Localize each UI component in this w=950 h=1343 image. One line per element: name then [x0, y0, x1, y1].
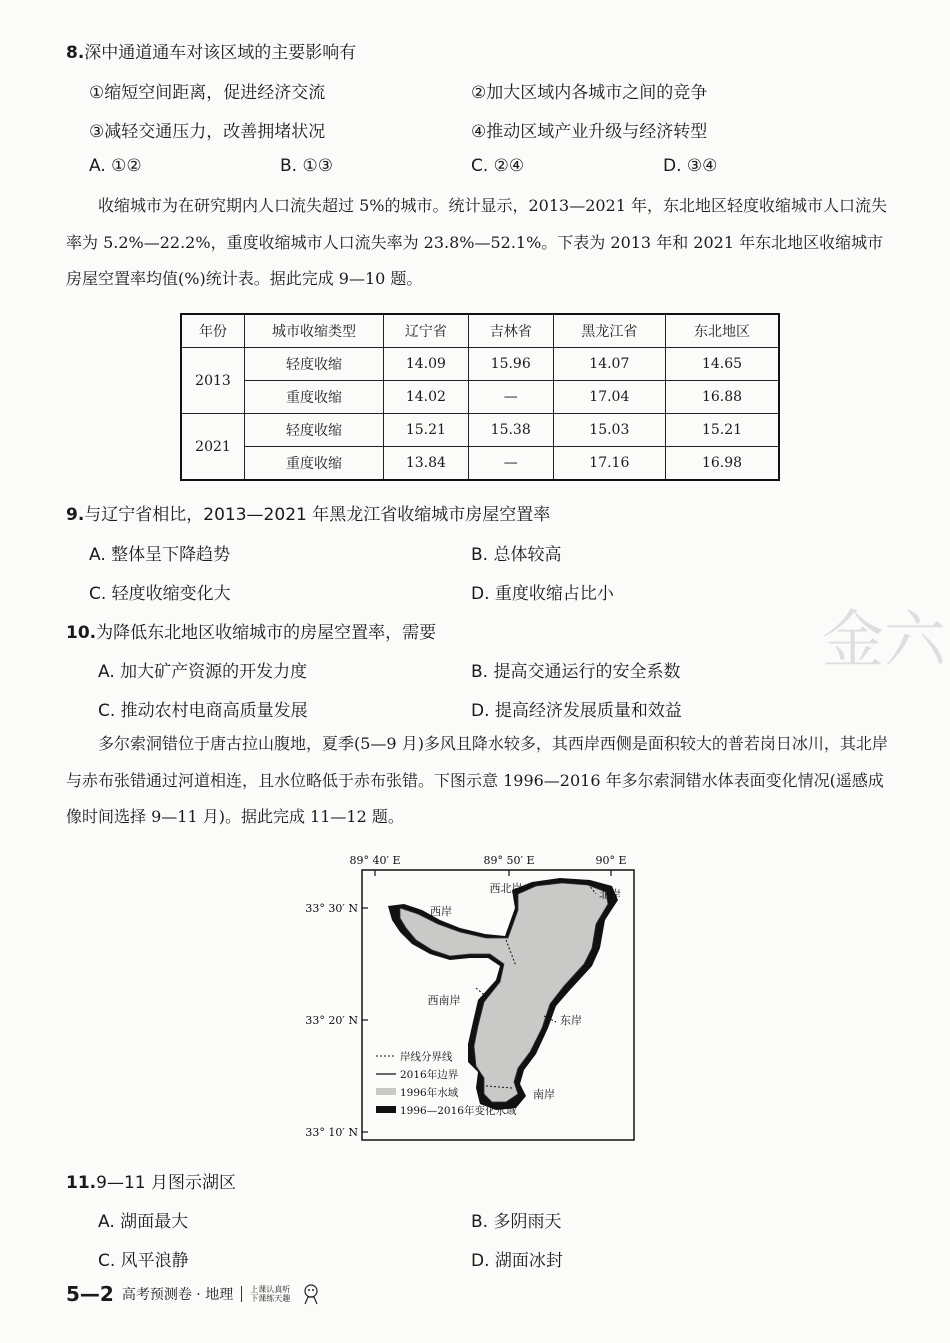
q11-stem-text: 9—11 月图示湖区 [96, 1173, 236, 1193]
shore-label-east: 东岸 [560, 1014, 582, 1027]
q10-stem [66, 618, 436, 643]
q11-choice-c[interactable]: C. 风平浪静 [98, 1251, 189, 1271]
table-cell: 16.98 [666, 447, 779, 481]
q8-stem [66, 38, 356, 63]
legend-item: 1996—2016年变化水域 [400, 1105, 517, 1117]
table-row [181, 447, 779, 481]
q9-choice-a[interactable]: A. 整体呈下降趋势 [89, 545, 231, 565]
q11-stem [66, 1168, 236, 1193]
q9-choice-b[interactable]: B. 总体较高 [471, 545, 562, 565]
table-type-cell: 轻度收缩 [245, 414, 384, 447]
watermark-stamp: 金六 [822, 603, 947, 676]
table-cell: 14.65 [666, 348, 779, 381]
table-cell: 17.16 [553, 447, 665, 481]
lake-map [300, 848, 640, 1143]
table-cell: 17.04 [553, 381, 665, 414]
q11-choice-b[interactable]: B. 多阴雨天 [471, 1212, 562, 1232]
table-cell: 16.88 [666, 381, 779, 414]
q8-choice-c[interactable]: C. ②④ [471, 156, 525, 176]
footer-slogan-line: 下课练天趣 [250, 1294, 291, 1303]
table-cell: 15.03 [553, 414, 665, 447]
table-header-cell: 城市收缩类型 [245, 314, 384, 348]
q9-choice-c[interactable]: C. 轻度收缩变化大 [89, 584, 231, 604]
legend-symbol-changed-water [376, 1106, 396, 1113]
table-year-cell: 2021 [181, 414, 245, 481]
table-cell: 15.96 [468, 348, 553, 381]
table-row [181, 381, 779, 414]
table-cell: 14.02 [384, 381, 469, 414]
q11-number: 11. [66, 1173, 97, 1193]
table-cell: 14.07 [553, 348, 665, 381]
q8-number: 8. [66, 43, 85, 63]
shore-label-south: 南岸 [533, 1088, 555, 1101]
q8-choice-d[interactable]: D. ③④ [663, 156, 718, 176]
table-header-row [181, 314, 779, 348]
lon-label: 90° E [595, 854, 627, 867]
page-footer [66, 1282, 324, 1306]
passage-lake: 多尔索洞错位于唐古拉山腹地，夏季(5—9 月)多风且降水较多，其西岸西侧是面积较大的普若岗日冰川，其北岸与赤布张错通过河道相连，且水位略低于赤布张错。下图示意 1996—2016 年多尔索洞错水体表面变化情况(遥感成像时间选择 9—11 月)。据此完成 11—12 题。 [66, 734, 888, 826]
table-cell: 15.21 [384, 414, 469, 447]
legend-item: 1996年水域 [400, 1087, 459, 1099]
q8-stem-text: 深中通道通车对该区域的主要影响有 [84, 43, 357, 63]
table-header-cell: 黑龙江省 [553, 314, 665, 348]
q8-item-1: ①缩短空间距离，促进经济交流 [89, 83, 326, 103]
q9-stem-text: 与辽宁省相比，2013—2021 年黑龙江省收缩城市房屋空置率 [84, 505, 551, 525]
table-type-cell: 重度收缩 [245, 447, 384, 481]
q11-choice-a[interactable]: A. 湖面最大 [98, 1212, 189, 1232]
table-cell: 14.09 [384, 348, 469, 381]
passage-shrinking-cities: 收缩城市为在研究期内人口流失超过 5%的城市。统计显示，2013—2021 年，东北地区轻度收缩城市人口流失率为 5.2%—22.2%，重度收缩城市人口流失率为 23.8%—52.1%。下表为 2013 年和 2021 年东北地区收缩城市房屋空置率均值(%)统计表。据此完成 9—10 题。 [66, 196, 887, 288]
table-header-cell: 吉林省 [468, 314, 553, 348]
table-row [181, 348, 779, 381]
table-header-cell: 辽宁省 [384, 314, 469, 348]
table-year-cell: 2013 [181, 348, 245, 414]
table-cell: 15.38 [468, 414, 553, 447]
table-header-cell: 东北地区 [666, 314, 779, 348]
q8-item-3: ③减轻交通压力，改善拥堵状况 [89, 122, 326, 142]
lon-label: 89° 50′ E [483, 854, 535, 867]
q10-choice-d[interactable]: D. 提高经济发展质量和效益 [471, 701, 682, 721]
q10-number: 10. [66, 623, 97, 643]
q8-item-2: ②加大区域内各城市之间的竞争 [471, 83, 708, 103]
table-cell: — [468, 381, 553, 414]
legend-item: 2016年边界 [400, 1069, 459, 1081]
table-cell: — [468, 447, 553, 481]
page-number: 5—2 [66, 1282, 114, 1306]
q10-choice-a[interactable]: A. 加大矿产资源的开发力度 [98, 662, 308, 682]
footer-slogan-line: 上课认真听 [250, 1285, 291, 1294]
footer-divider [241, 1286, 242, 1302]
q11-choice-d[interactable]: D. 湖面冰封 [471, 1251, 563, 1271]
mascot-icon [298, 1282, 324, 1306]
shore-label-north: 北岸 [599, 888, 621, 901]
q9-choice-d[interactable]: D. 重度收缩占比小 [471, 584, 614, 604]
table-cell: 15.21 [666, 414, 779, 447]
table-row [181, 414, 779, 447]
lat-label: 33° 30′ N [305, 902, 358, 915]
lon-label: 89° 40′ E [349, 854, 401, 867]
q10-choice-b[interactable]: B. 提高交通运行的安全系数 [471, 662, 681, 682]
q10-choice-c[interactable]: C. 推动农村电商高质量发展 [98, 701, 308, 721]
table-cell: 13.84 [384, 447, 469, 481]
table-header-cell: 年份 [181, 314, 245, 348]
q8-choice-a[interactable]: A. ①② [89, 156, 142, 176]
q9-stem [66, 500, 550, 525]
legend-item: 岸线分界线 [400, 1051, 453, 1063]
q10-stem-text: 为降低东北地区收缩城市的房屋空置率，需要 [96, 623, 437, 643]
shore-label-west: 西岸 [430, 905, 452, 918]
q8-choice-b[interactable]: B. ①③ [280, 156, 333, 176]
legend-symbol-water-1996 [376, 1088, 396, 1095]
shore-label-southwest: 西南岸 [427, 994, 461, 1007]
table-type-cell: 重度收缩 [245, 381, 384, 414]
q8-item-4: ④推动区域产业升级与经济转型 [471, 122, 708, 142]
footer-slogan [250, 1285, 290, 1303]
shore-label-northwest: 西北岸 [489, 882, 523, 895]
table-type-cell: 轻度收缩 [245, 348, 384, 381]
q9-number: 9. [66, 505, 85, 525]
vacancy-rate-table [180, 313, 780, 481]
lat-label: 33° 20′ N [305, 1014, 358, 1027]
footer-title: 高考预测卷 · 地理 [121, 1287, 234, 1303]
lat-label: 33° 10′ N [305, 1126, 358, 1139]
